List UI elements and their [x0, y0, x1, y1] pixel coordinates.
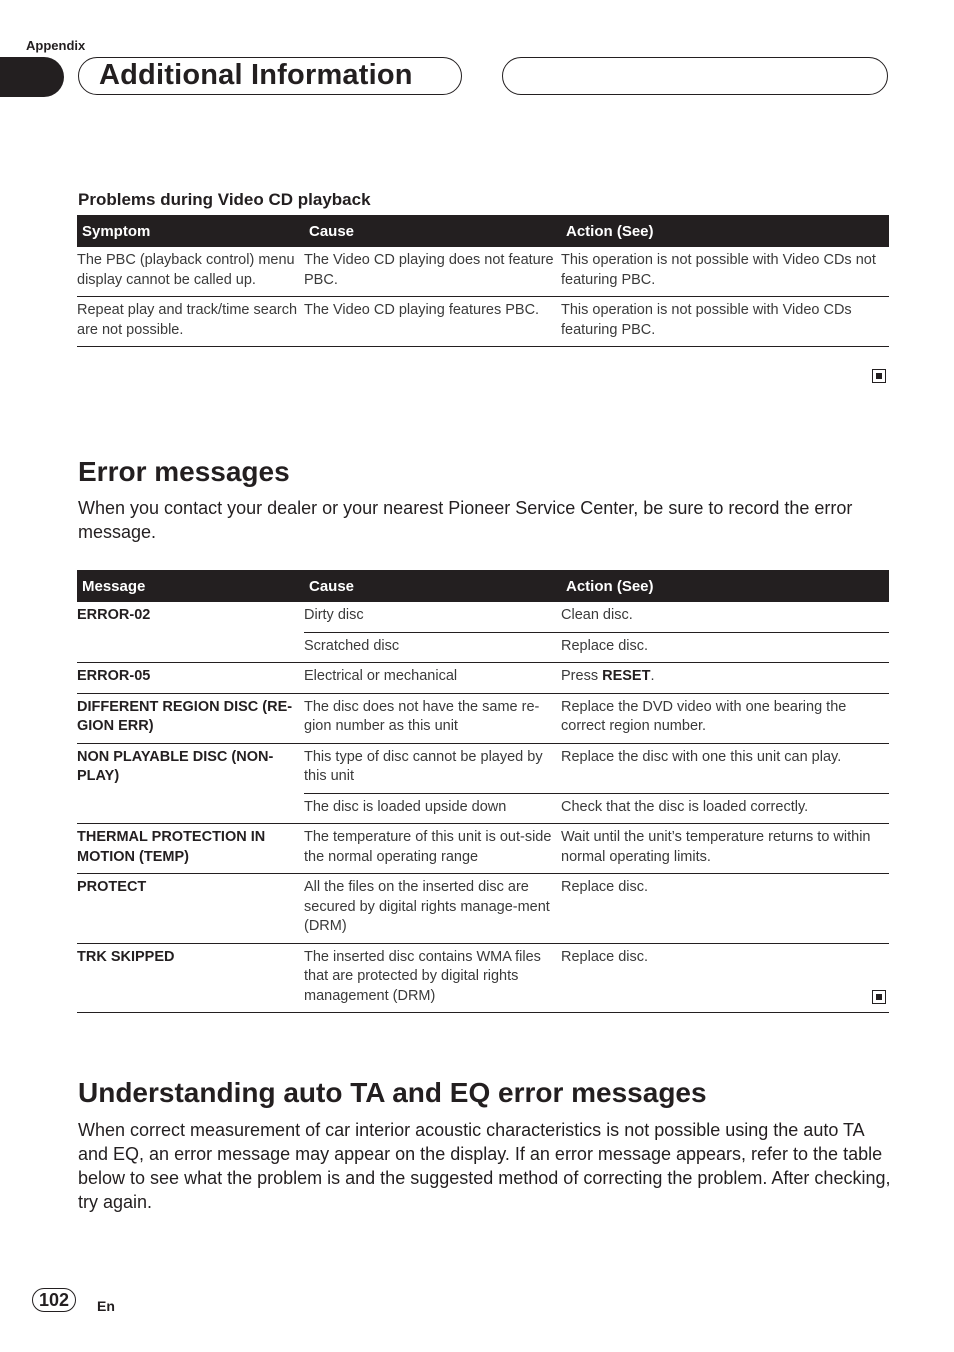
end-mark-icon [872, 990, 886, 1004]
table-row [77, 743, 889, 793]
message-cell [77, 632, 304, 663]
auto-ta-intro: When correct measurement of car interior acoustic characteristics is not possible using the auto TA and EQ, an error message may appear on the display. If an error message appears, refer to the table below to see what the problem is and the suggested method of correcting the problem. After checking, try again. [78, 1120, 891, 1212]
action-cell: Replace disc. [561, 632, 889, 663]
message-cell [77, 793, 304, 824]
action-cell: Wait until the unit’s temperature returns to within normal operating limits. [561, 824, 889, 874]
message-cell: PROTECT [77, 874, 304, 944]
table-row [77, 693, 889, 743]
language-code: En [97, 1298, 115, 1314]
action-cell: Replace the disc with one this unit can play. [561, 743, 889, 793]
action-cell: This operation is not possible with Video CDs not featuring PBC. [561, 247, 889, 297]
table-row [77, 874, 889, 944]
message-cell: ERROR-02 [77, 607, 151, 623]
auto-ta-title: Understanding auto TA and EQ error messages [78, 1077, 707, 1108]
action-cell: Clean disc. [561, 602, 889, 632]
cause-cell: All the files on the inserted disc are secured by digital rights manage-ment (DRM) [304, 874, 561, 944]
table-row [77, 297, 889, 347]
vcd-table [77, 215, 889, 347]
section-label: Appendix [26, 38, 86, 53]
error-messages-title: Error messages [78, 456, 290, 487]
action-cell: Check that the disc is loaded correctly. [561, 793, 889, 824]
table-row [77, 943, 889, 1013]
column-header: Cause [304, 215, 561, 247]
cause-cell: The disc is loaded upside down [304, 793, 561, 824]
action-cell: Replace disc. [561, 943, 889, 1013]
cause-cell: Scratched disc [304, 632, 561, 663]
section-tab [0, 57, 64, 97]
column-header: Message [77, 570, 304, 602]
vcd-table-header [77, 215, 889, 247]
error-messages-intro: When you contact your dealer or your nearest Pioneer Service Center, be sure to record the error message. [78, 498, 853, 542]
page-number: 102 [32, 1288, 76, 1312]
table-row [77, 663, 889, 694]
cause-cell: Electrical or mechanical [304, 663, 561, 694]
action-cell: Replace the DVD video with one bearing the correct region number. [561, 693, 889, 743]
symptom-cell: Repeat play and track/time search are not possible. [77, 297, 304, 347]
action-text: Press [561, 668, 603, 684]
cause-cell: The disc does not have the same re-gion number as this unit [304, 693, 561, 743]
error-table-header [77, 570, 889, 602]
action-cell: Replace disc. [561, 874, 889, 944]
column-header: Cause [304, 570, 561, 602]
reset-keyword: RESET [602, 668, 651, 684]
column-header: Action (See) [561, 215, 889, 247]
table-row [77, 824, 889, 874]
cause-cell: This type of disc cannot be played by this unit [304, 743, 561, 793]
end-mark-icon [872, 369, 886, 383]
message-cell: TRK SKIPPED [77, 943, 304, 1013]
chapter-title: Additional Information [99, 59, 413, 91]
message-cell: DIFFERENT REGION DISC (RE-GION ERR) [77, 693, 304, 743]
chapter-title-box-empty [502, 57, 888, 95]
table-row [77, 632, 889, 663]
cause-cell: Dirty disc [304, 602, 561, 632]
message-cell: ERROR-05 [77, 663, 304, 694]
message-cell: NON PLAYABLE DISC (NON-PLAY) [77, 748, 274, 784]
error-table [77, 570, 889, 1013]
table-row [77, 247, 889, 297]
action-text: . [650, 668, 655, 684]
cause-cell: The inserted disc contains WMA files that are protected by digital rights management (DRM) [304, 943, 561, 1013]
table-row [77, 602, 889, 632]
table-row [77, 793, 889, 824]
cause-cell: The Video CD playing does not feature PBC. [304, 247, 561, 297]
message-cell: THERMAL PROTECTION IN MOTION (TEMP) [77, 824, 304, 874]
cause-cell: The Video CD playing features PBC. [304, 297, 561, 347]
column-header: Action (See) [561, 570, 889, 602]
action-cell: This operation is not possible with Video CDs featuring PBC. [561, 297, 889, 347]
column-header: Symptom [77, 215, 304, 247]
chapter-title-box [78, 57, 462, 95]
cause-cell: The temperature of this unit is out-side the normal operating range [304, 824, 561, 874]
action-cell [561, 663, 889, 694]
vcd-heading: Problems during Video CD playback [78, 190, 371, 209]
symptom-cell: The PBC (playback control) menu display cannot be called up. [77, 247, 304, 297]
